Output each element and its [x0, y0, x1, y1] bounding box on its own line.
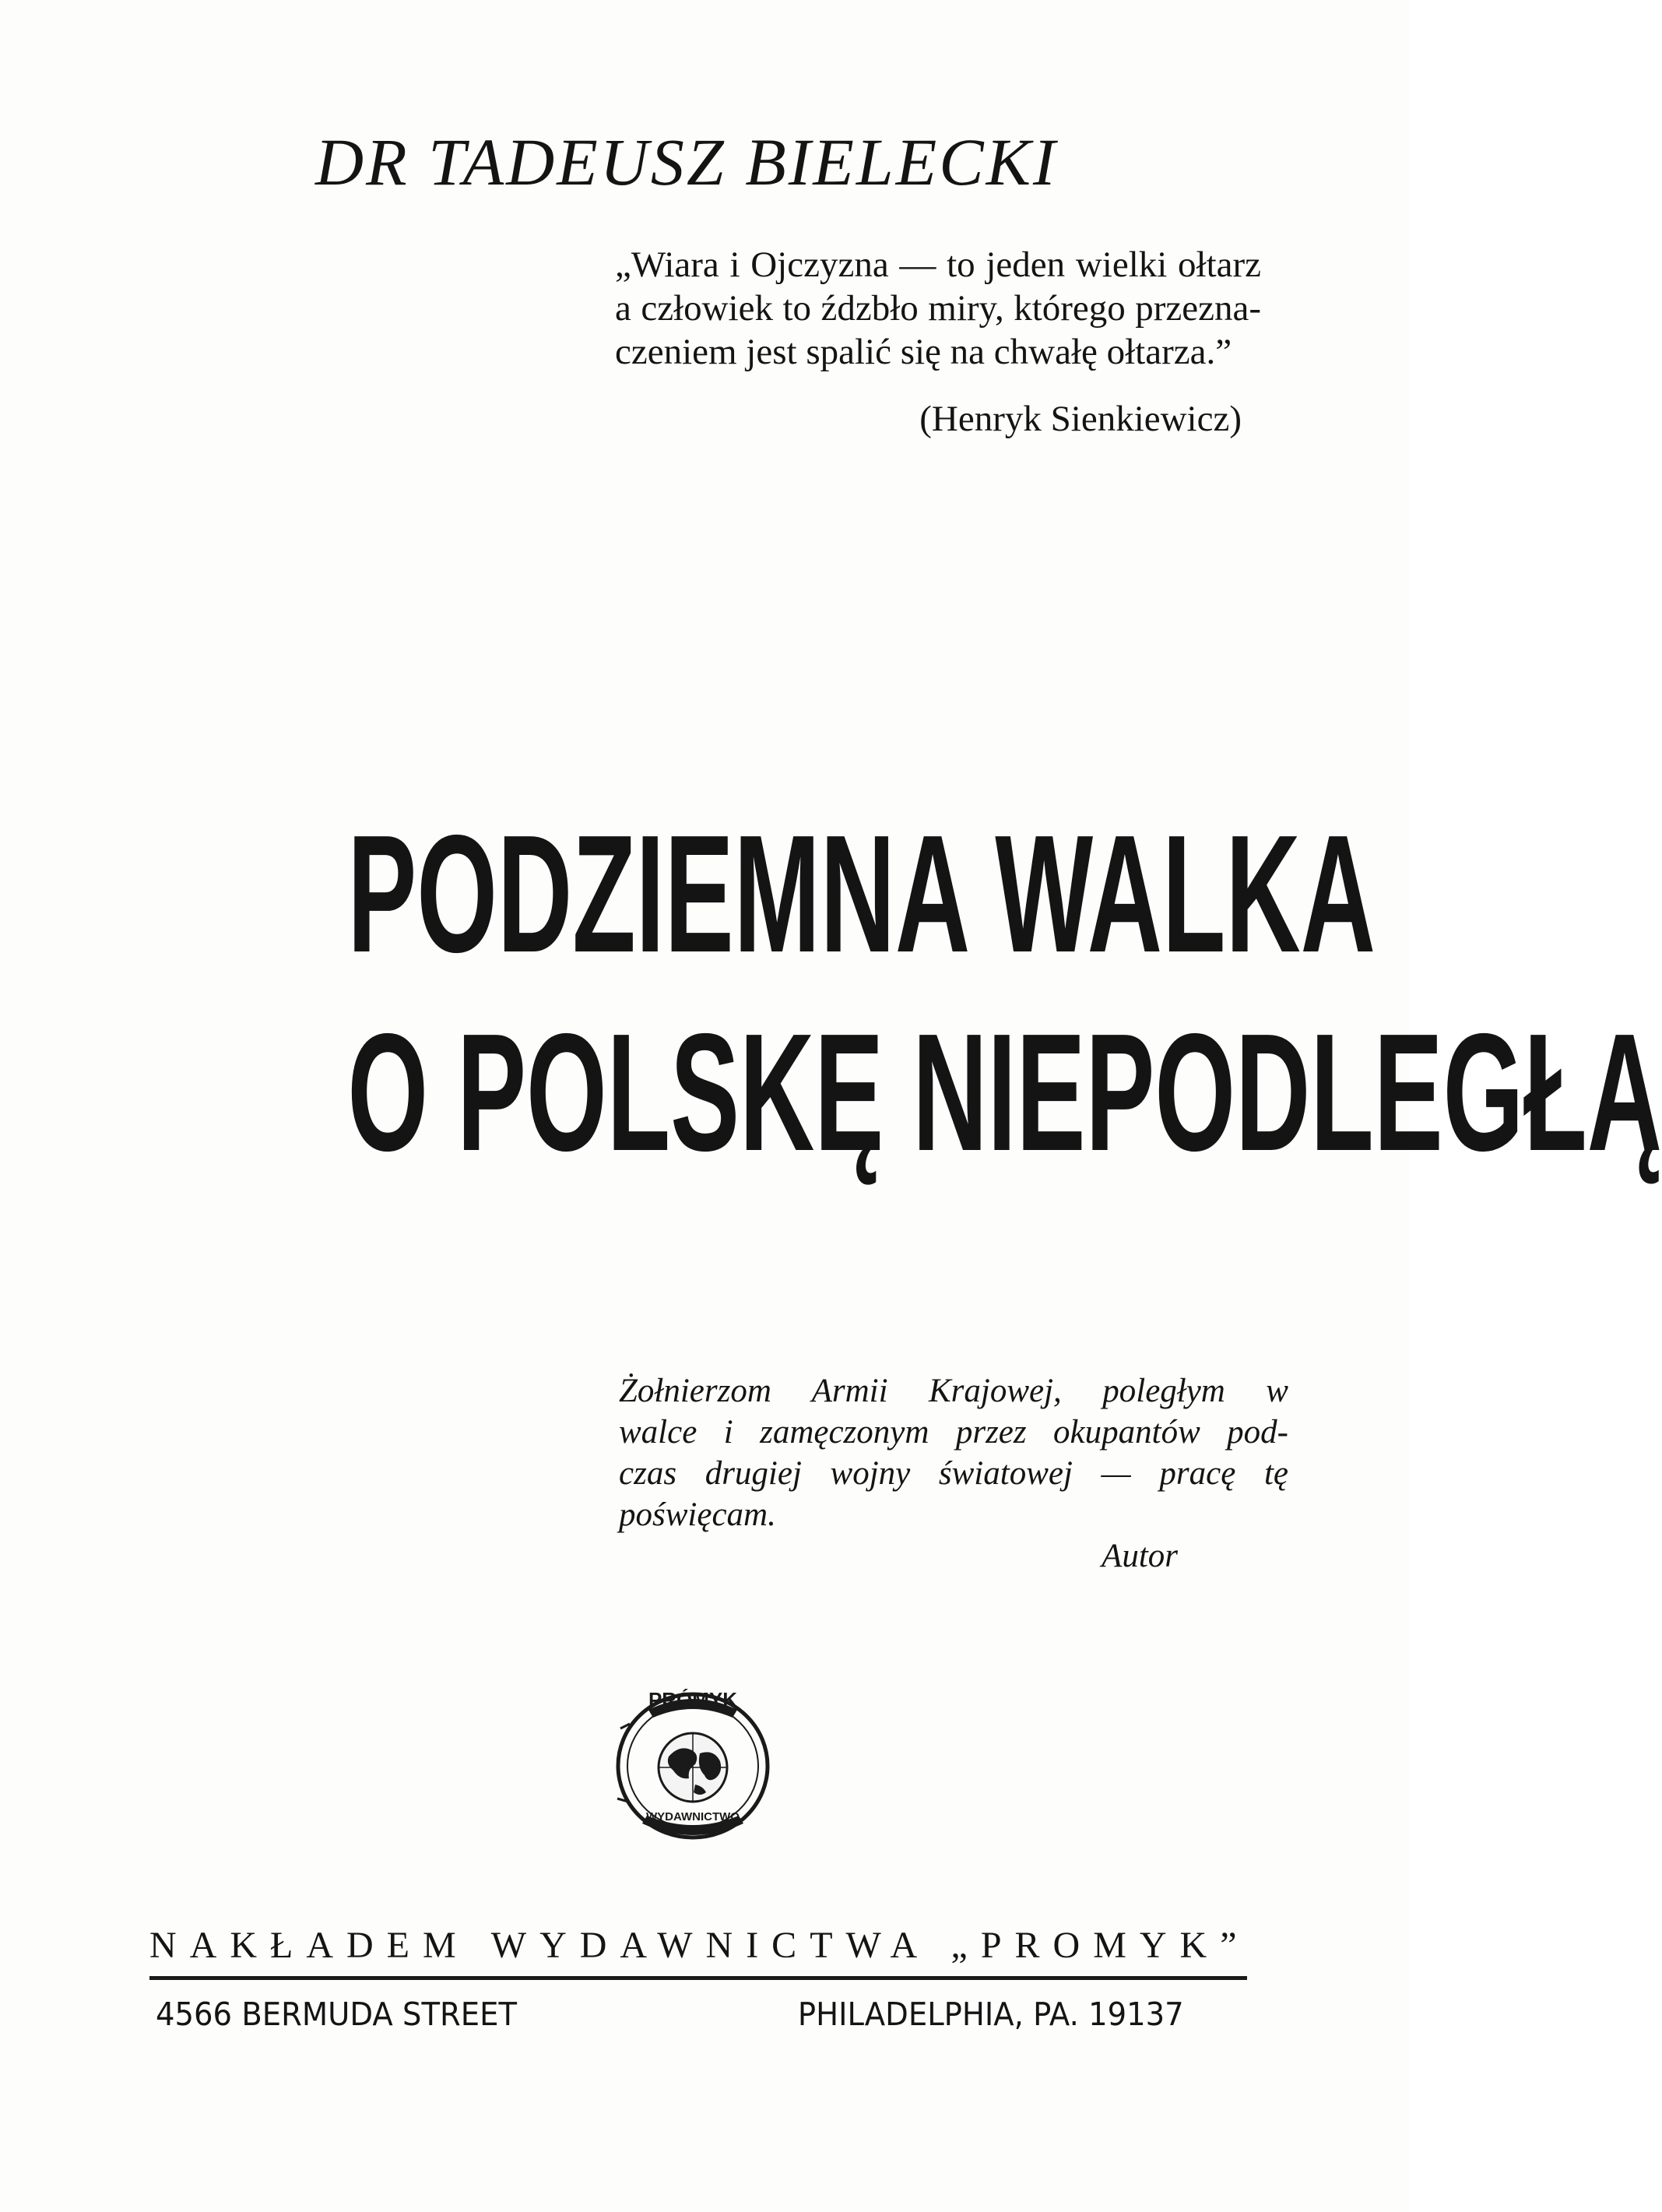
logo-top-text: PRÓMYK	[648, 1688, 738, 1711]
publisher-city: PHILADELPHIA, PA. 19137	[797, 1996, 1184, 2033]
publisher-imprint: NAKŁADEM WYDAWNICTWA „PROMYK”	[149, 1925, 1250, 1966]
motto-line-1: „Wiara i Ojczyzna — to jeden wielki ołtarz	[615, 244, 1261, 285]
motto-line-3: czeniem jest spalić się na chwałę ołtarza.”	[615, 332, 1232, 372]
dedication-line-1: Żołnierzom Armii Krajowej, poległym w	[619, 1373, 1288, 1409]
logo-bottom-text: WYDAWNICTWO	[646, 1810, 740, 1823]
title-line-1: PODZIEMNA WALKA	[347, 800, 1376, 987]
title-line-2: O POLSKĘ NIEPODLEGŁĄ	[347, 998, 1662, 1186]
dedication-line-3: czas drugiej wojny światowej — pracę tę	[619, 1455, 1288, 1492]
dedication-line-4: poświęcam.	[619, 1496, 776, 1533]
publisher-street: 4566 BERMUDA STREET	[156, 1996, 518, 2033]
motto-line-2: a człowiek to źdzbło miry, którego przezna-	[615, 288, 1261, 329]
dedication-line-2: walce i zamęczonym przez okupantów pod-	[619, 1414, 1288, 1451]
book-title	[347, 800, 1662, 1186]
dedication-signature: Autor	[1102, 1538, 1178, 1574]
motto-quote	[615, 243, 1261, 441]
motto-source: (Henryk Sienkiewicz)	[919, 399, 1242, 439]
promyk-publisher-emblem-icon	[603, 1682, 782, 1845]
dedication	[619, 1370, 1288, 1577]
author-name: DR TADEUSZ BIELECKI	[315, 125, 1058, 199]
publisher-divider	[149, 1976, 1247, 1980]
